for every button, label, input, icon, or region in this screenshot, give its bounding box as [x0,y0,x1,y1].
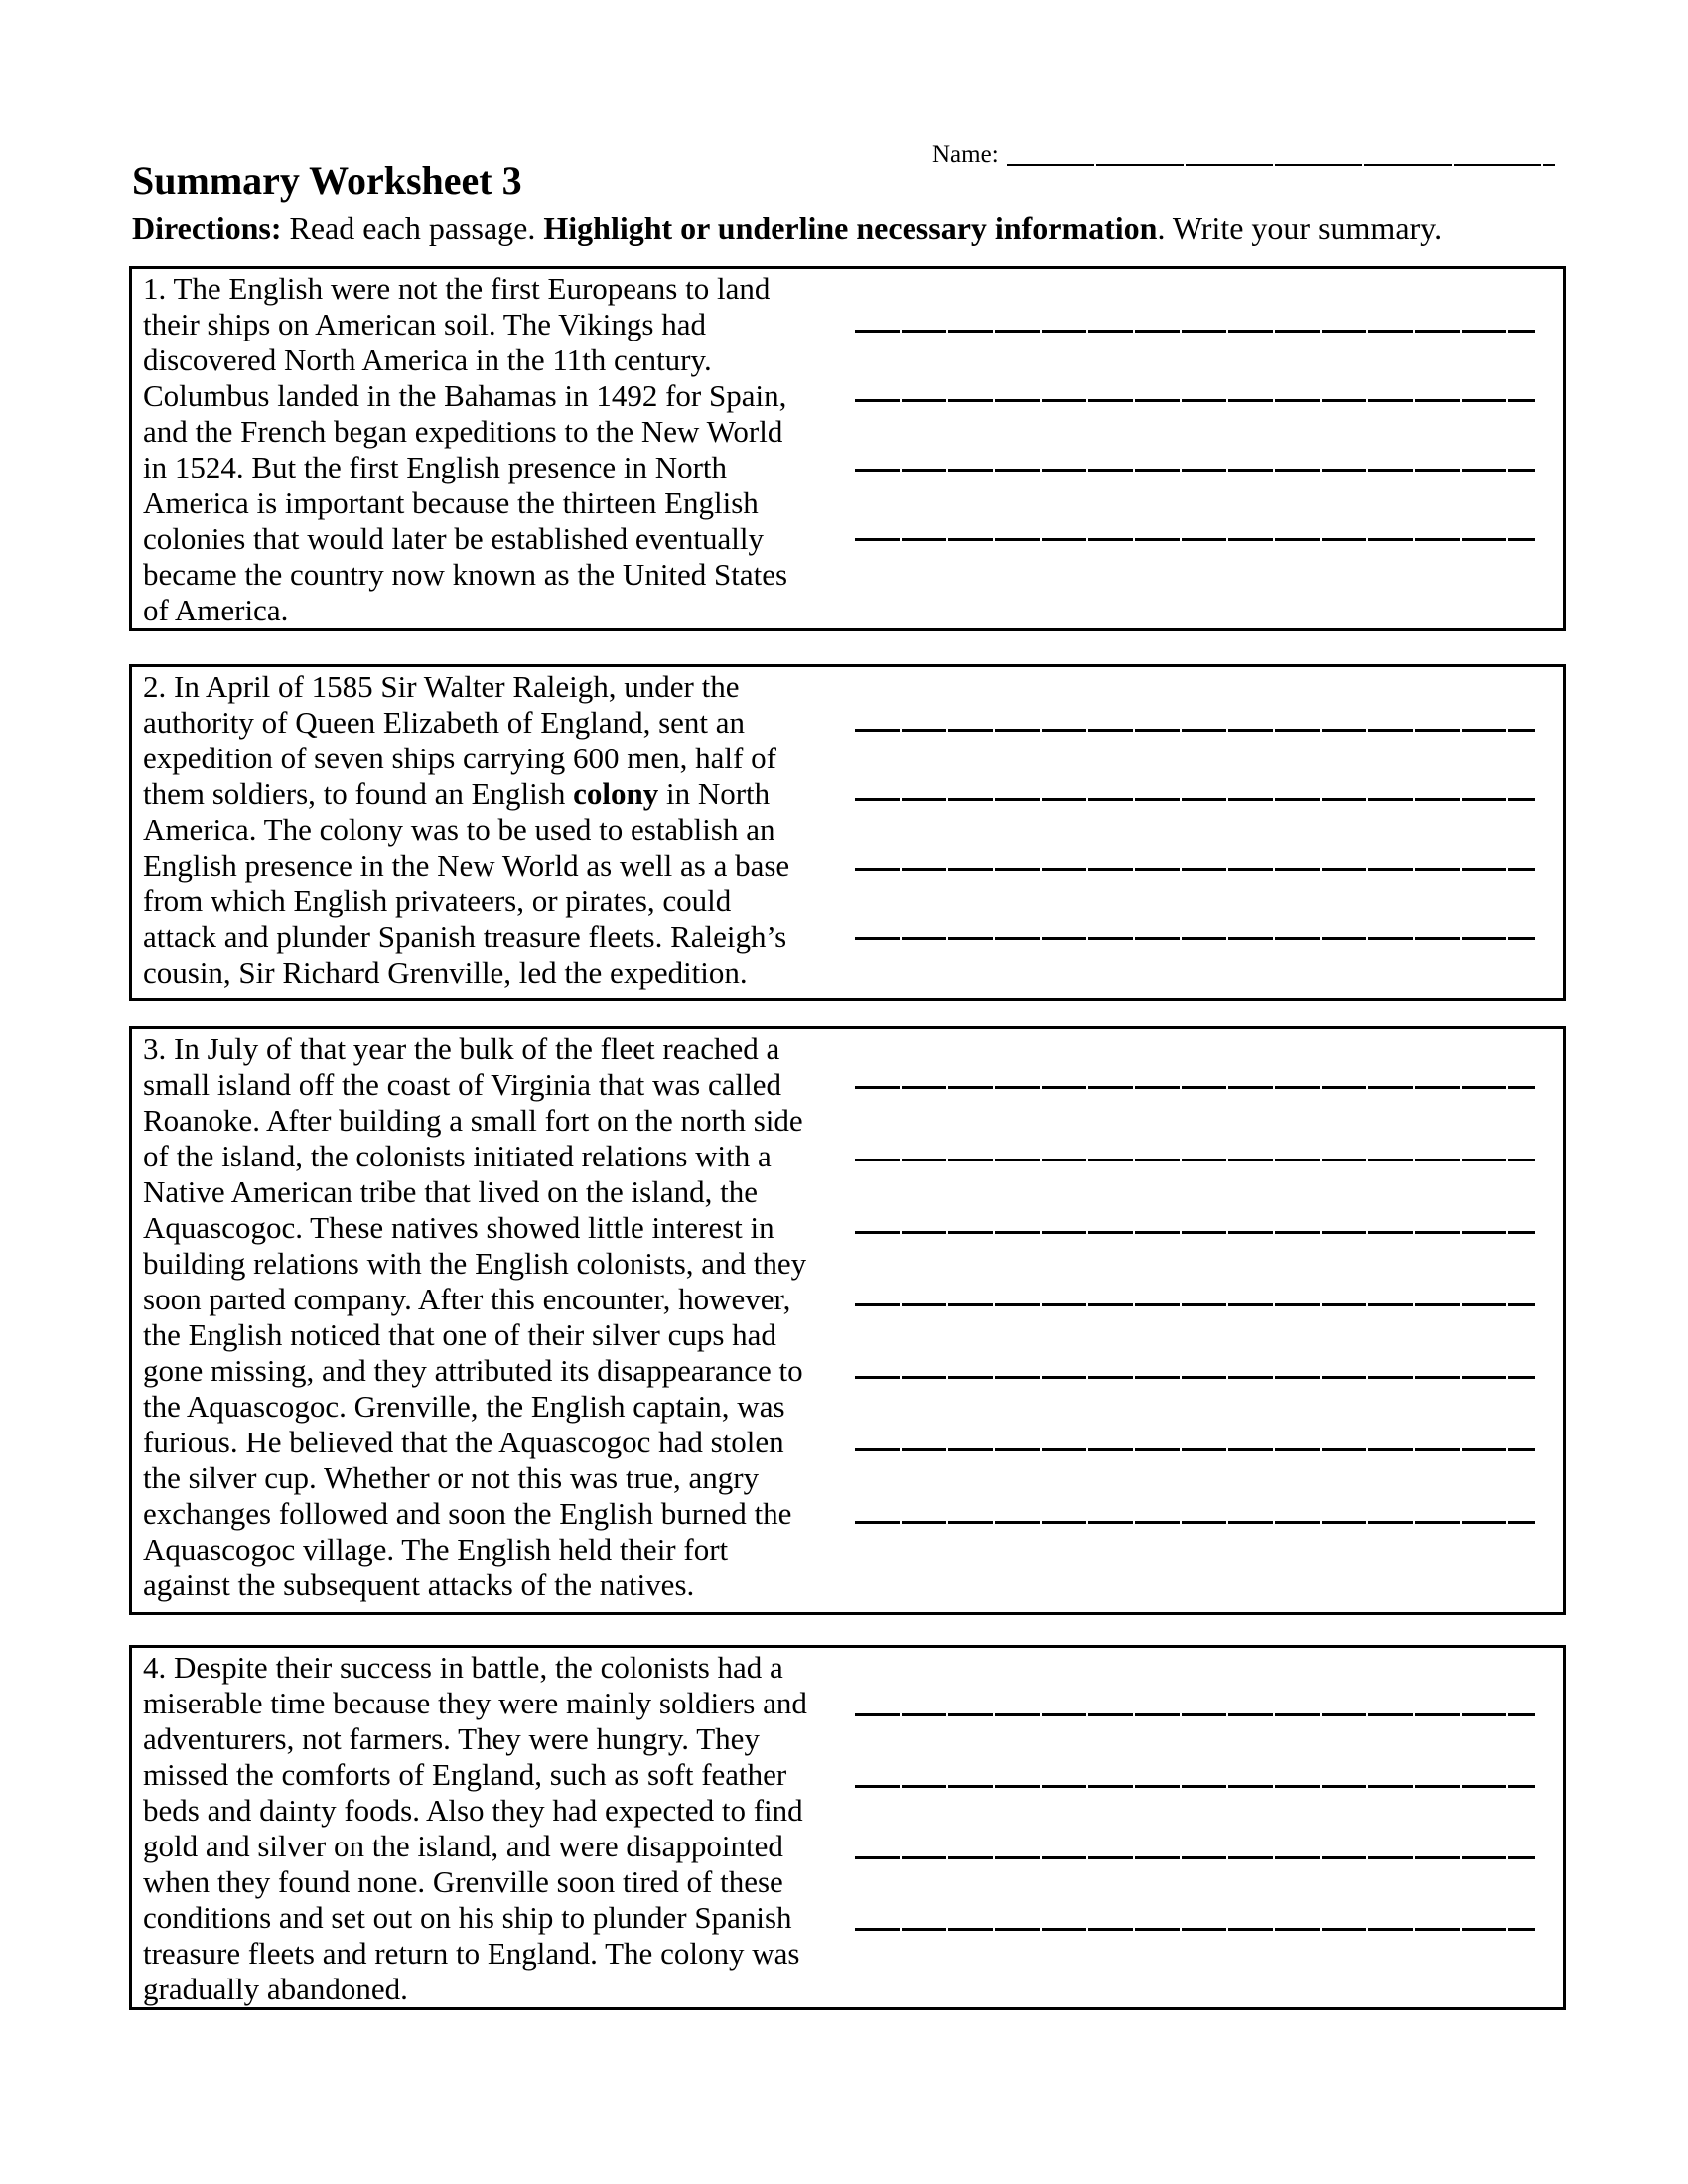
passage-1-summary-area [855,269,1535,628]
passage-3-summary-area [855,1029,1535,1612]
passage-4-text: 4. Despite their success in battle, the colonists had a miserable time because they were mainly soldiers and adventurers, not farmers. They were hungry. They missed the comforts of England, such as soft feather beds and dainty foods. Also they had expected to find gold and silver on the island, and were disappointed when they found none. Grenville soon tired of these conditions and set out on his ship to plunder Spanish treasure fleets and return to England. The colony was gradually abandoned. [143,1650,807,2006]
passage-3-summary-line-5[interactable] [855,1306,1535,1379]
passage-box-3 [129,1026,1566,1615]
directions-segment-1: Read each passage. [281,210,544,246]
passage-2-summary-area [855,667,1535,998]
passage-1-text: 1. The English were not the first Europeans to land their ships on American soil. The Vikings had discovered North America in the 11th century. Columbus landed in the Bahamas in 1492 for Spain, and the French began expeditions to the New World in 1524. But the first English presence in North America is important because the thirteen English colonies that would later be established eventually became the country now known as the United States of America. [143,271,788,627]
name-row [932,141,1555,169]
passage-3-summary-line-7[interactable] [855,1451,1535,1524]
passage-2-summary-line-3[interactable] [855,801,1535,871]
directions-text [132,210,1442,247]
passage-1-summary-line-1[interactable] [855,269,1535,333]
passage-box-4 [129,1645,1566,2010]
passage-3-text: 3. In July of that year the bulk of the fleet reached a small island off the coast of Virginia that was called Roanoke. After building a small fort on the north side of the island, the colonists initiated relations with a Native American tribe that lived on the island, the Aquascogoc. These natives showed little interest in building relations with the English colonists, and they soon parted company. After this encounter, however, the English noticed that one of their silver cups had gone missing, and they attributed its disappearance to the Aquascogoc. Grenville, the English captain, was furious. He believed that the Aquascogoc had stolen the silver cup. Whether or not this was true, angry exchanges followed and soon the English burned the Aquascogoc village. The English held their fort against the subsequent attacks of the natives. [143,1031,807,1602]
passage-4-summary-line-1[interactable] [855,1648,1535,1716]
passage-4-summary-area [855,1648,1535,2007]
passage-2-text: 2. In April of 1585 Sir Walter Raleigh, under the authority of Queen Elizabeth of England, sent an expedition of seven ships carrying 600 men, half of them soldiers, to found an English colony in North America. The colony was to be used to establish an English presence in the New World as well as a base from which English privateers, or pirates, could attack and plunder Spanish treasure fleets. Raleigh’s cousin, Sir Richard Grenville, led the expedition. [143,669,790,990]
passage-4-summary-line-4[interactable] [855,1859,1535,1931]
name-input-line[interactable] [1007,141,1555,169]
directions-bold-segment: Highlight or underline necessary information [543,210,1158,246]
passage-3-summary-line-4[interactable] [855,1234,1535,1306]
passage-4-summary-line-2[interactable] [855,1716,1535,1788]
passage-1-summary-line-2[interactable] [855,333,1535,402]
passage-1-summary-line-4[interactable] [855,472,1535,541]
directions-label: Directions: [132,210,282,246]
passage-4-summary-line-3[interactable] [855,1788,1535,1859]
directions-segment-2: . Write your summary. [1157,210,1443,246]
passage-2-summary-line-2[interactable] [855,732,1535,801]
passage-3-summary-line-1[interactable] [855,1029,1535,1089]
passage-2-summary-line-1[interactable] [855,667,1535,732]
page-title: Summary Worksheet 3 [132,158,522,203]
name-label: Name: [932,141,999,168]
passage-3-summary-line-6[interactable] [855,1379,1535,1451]
passage-box-2 [129,664,1566,1001]
passage-3-summary-line-3[interactable] [855,1161,1535,1234]
passage-3-summary-line-2[interactable] [855,1089,1535,1161]
passage-1-summary-line-3[interactable] [855,402,1535,472]
passage-2-summary-line-4[interactable] [855,871,1535,940]
passage-box-1 [129,266,1566,631]
